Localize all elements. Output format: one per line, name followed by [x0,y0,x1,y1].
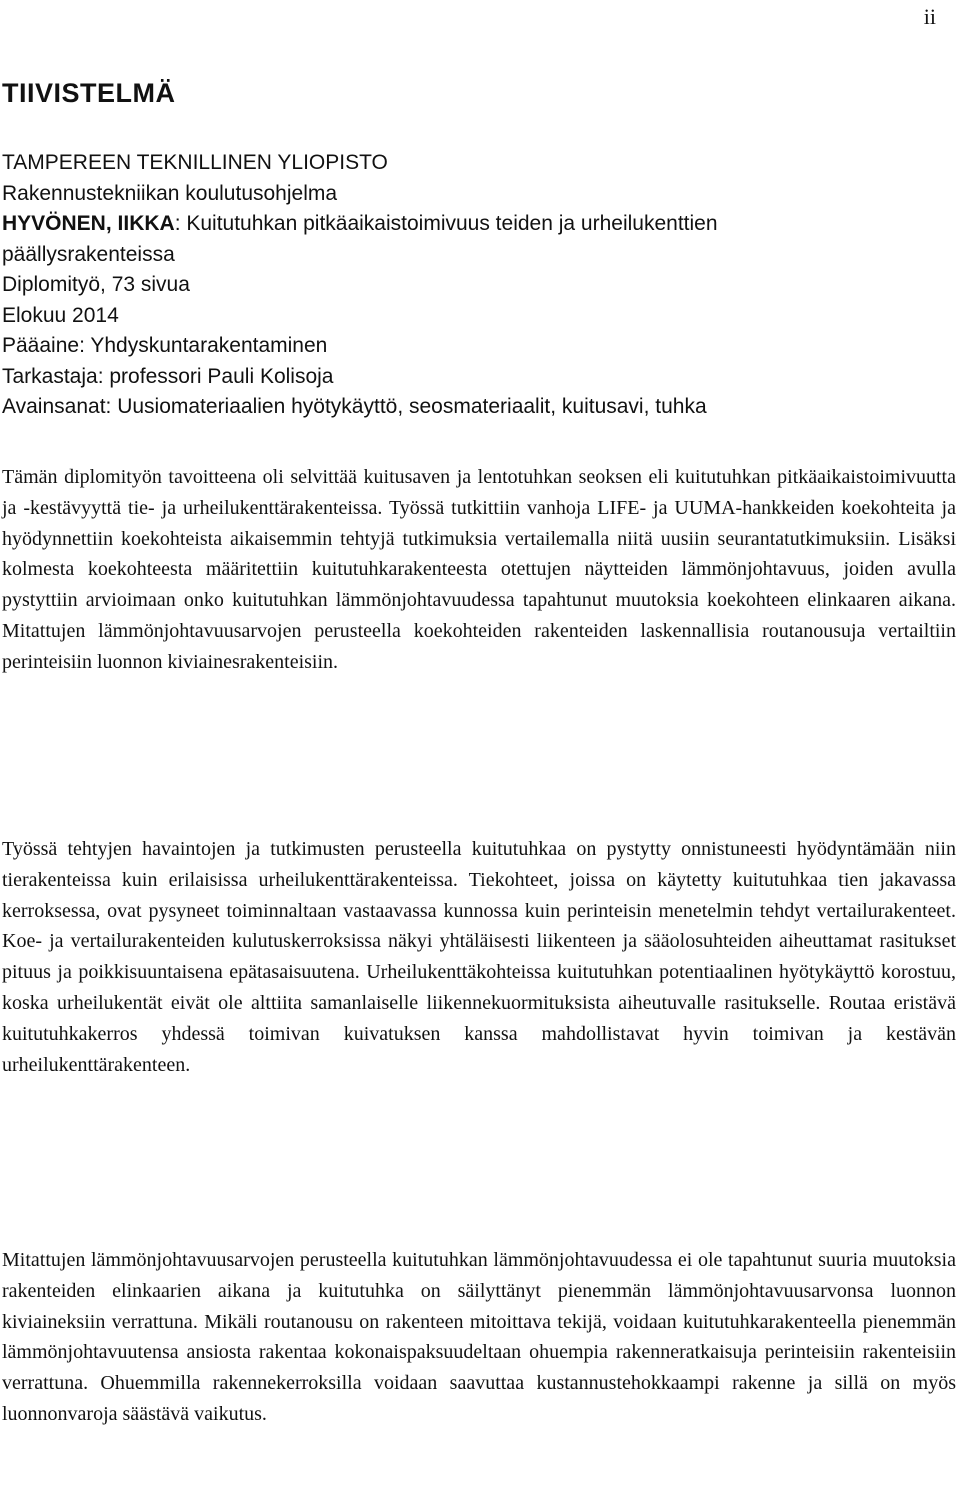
author-name: HYVÖNEN, IIKKA [2,212,175,235]
thesis-date: Elokuu 2014 [2,303,119,327]
thesis-title-part1: : Kuitutuhkan pitkäaikaistoimivuus teiden ja urheilukenttien [174,212,718,235]
programme-line: Rakennustekniikan koulutusohjelma [2,181,338,205]
page-number: ii [923,4,936,29]
keywords: Avainsanat: Uusiomateriaalien hyötykäyttö, seosmateriaalit, kuitusavi, tuhka [2,395,707,418]
page-title: TIIVISTELMÄ [2,78,176,108]
author-title-line [2,209,958,240]
abstract-paragraph-3: Mitattujen lämmönjohtavuusarvojen perusteella kuitutuhkan lämmönjohtavuudessa ei ole tapahtunut suuria muutoksia rakenteiden elinkaarien aikana ja kuitutuhka on säilyttänyt pienemmän lämmönjohtavuusarvonsa luonnon kiviaineksiin verrattuna. Mikäli routanousu on rakenteen mitoittava tekijä, voidaan kuitutuhkarakenteella pienemmän lämmönjohtavuutensa ansiosta rakentaa kokonaispaksuudeltaan ohuempia rakenneratkaisuja perinteisiin rakenteisiin verrattuna. Ohuemmilla rakennekerroksilla voidaan saavuttaa kustannustehokkaampi rakenne ja sillä on myös luonnonvaroja säästävä vaikutus. [2,1249,956,1425]
abstract-paragraph-2: Työssä tehtyjen havaintojen ja tutkimusten perusteella kuitutuhkaa on pystytty onnistuneesti hyödyntämään niin tierakenteissa kuin erilaisissa urheilukenttärakenteissa. Tiekohteet, joissa on käytetty kuitutuhkaa tien jakavassa kerroksessa, ovat pysyneet toiminnaltaan vastaavassa kunnossa kuin perinteisin menetelmin tehdyt vertailurakenteet. Koe- ja vertailurakenteiden kulutuskerroksissa näkyi yhtäläisesti liikenteen ja sääolosuhteiden aiheuttamat rasitukset pituus ja poikkisuuntaisena epätasaisuutena. Urheilukenttäkohteissa kuitutuhkan potentiaalinen hyötykäyttö korostuu, koska urheilukentät eivät ole alttiita samanlaiselle liikennekuormituksista aiheutuvalle rasitukselle. Routaa eristävä kuitutuhkakerros yhdessä toimivan kuivatuksen kanssa mahdollistavat hyvin toimivan ja kestävän urheilukenttärakenteen. [2,838,956,1076]
abstract-paragraph-1: Tämän diplomityön tavoitteena oli selvittää kuitusaven ja lentotuhkan seoksen eli kuitutuhkan pitkäaikaistoimivuutta ja -kestävyyttä tie- ja urheilukenttärakenteissa. Työssä tutkittiin vanhoja LIFE- ja UUMA-hankkeiden koekohteita ja hyödynnettiin koekohteista aikaisemmin tehtyjä tutkimuksia vertailemalla niitä uusiin seurantatutkimuksiin. Lisäksi kolmesta koekohteesta määritettiin kuitutuhkarakenteesta otettujen näytteiden lämmönjohtavuus, joiden avulla pystyttiin arvioimaan onko kuitutuhkan lämmönjohtavuudessa tapahtunut muutoksia koekohteen elinkaaren aikana. Mitattujen lämmönjohtavuusarvojen perusteella koekohteiden rakenteiden laskennallisia routanousuja vertailtiin perinteisiin luonnon kiviainesrakenteisiin. [2,466,956,673]
thesis-metadata [2,148,958,423]
examiner: Tarkastaja: professori Pauli Kolisoja [2,364,334,388]
thesis-type-pages: Diplomityö, 73 sivua [2,273,190,296]
major-subject: Pääaine: Yhdyskuntarakentaminen [2,334,328,357]
university-line: TAMPEREEN TEKNILLINEN YLIOPISTO [2,151,388,174]
thesis-title-part2: päällysrakenteissa [2,242,175,266]
